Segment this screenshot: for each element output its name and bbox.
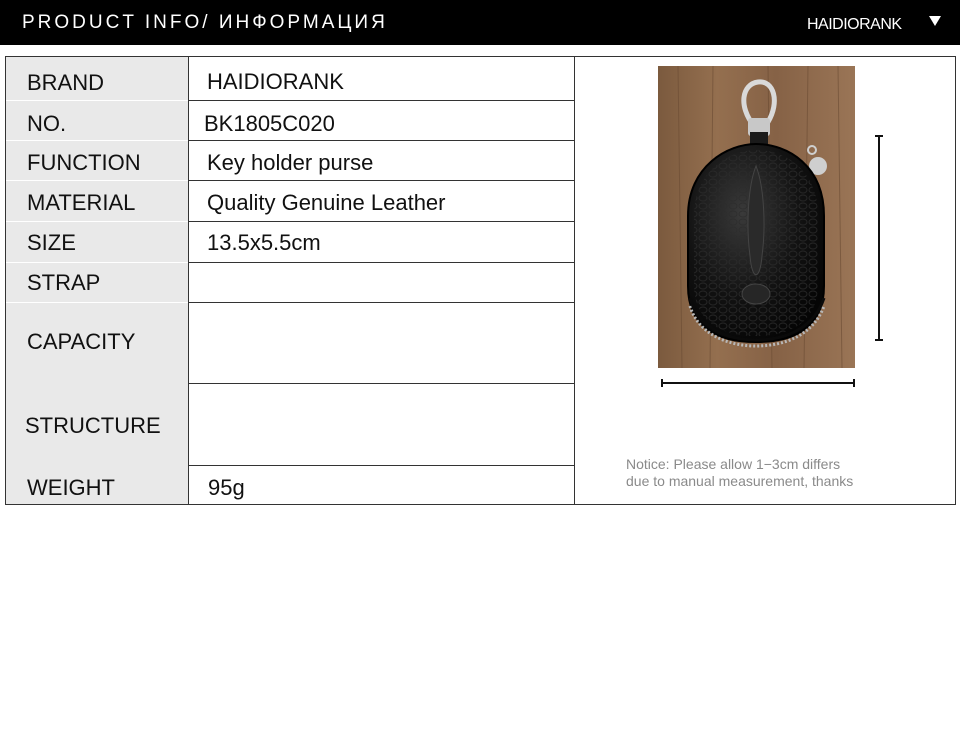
spec-label-material: MATERIAL	[27, 190, 136, 215]
row-divider	[188, 100, 574, 101]
notice-line-1: Notice: Please allow 1−3cm differs	[626, 456, 841, 472]
page-header	[0, 0, 960, 45]
spec-value-material: Quality Genuine Leather	[207, 190, 446, 215]
row-divider	[188, 465, 574, 466]
width-dimension-line	[661, 382, 855, 384]
label-divider	[6, 302, 188, 303]
row-divider	[188, 262, 574, 263]
row-divider	[188, 221, 574, 222]
product-photo	[658, 66, 855, 368]
spec-label-brand: BRAND	[27, 70, 105, 95]
spec-value-no: BK1805C020	[204, 111, 335, 136]
product-info-panel	[5, 56, 956, 505]
dropdown-arrow-icon[interactable]	[929, 16, 941, 26]
label-divider	[6, 140, 188, 141]
header-brand: HAIDIORANK	[807, 16, 902, 33]
label-divider	[6, 180, 188, 181]
measurement-notice	[626, 456, 853, 490]
label-divider	[6, 100, 188, 101]
header-title: PRODUCT INFO/ ИНФОРМАЦИЯ	[22, 12, 388, 33]
spec-label-weight: WEIGHT	[27, 475, 115, 500]
notice-line-2: due to manual measurement, thanks	[626, 473, 854, 489]
row-divider	[188, 180, 574, 181]
spec-label-no: NO.	[27, 111, 67, 136]
height-dimension-line	[878, 135, 880, 341]
spec-label-structure: STRUCTURE	[25, 413, 161, 438]
label-divider	[6, 221, 188, 222]
row-divider	[188, 383, 574, 384]
spec-label-function: FUNCTION	[27, 150, 141, 175]
label-divider	[6, 262, 188, 263]
spec-value-weight: 95g	[208, 475, 245, 500]
spec-value-function: Key holder purse	[207, 150, 374, 175]
spec-label-capacity: CAPACITY	[27, 329, 136, 354]
spec-value-brand: HAIDIORANK	[207, 69, 344, 94]
row-divider	[188, 302, 574, 303]
spec-label-size: SIZE	[27, 230, 76, 255]
image-column-divider	[574, 57, 575, 504]
row-divider	[188, 140, 574, 141]
spec-label-strap: STRAP	[27, 270, 101, 295]
spec-value-size: 13.5x5.5cm	[207, 230, 321, 255]
